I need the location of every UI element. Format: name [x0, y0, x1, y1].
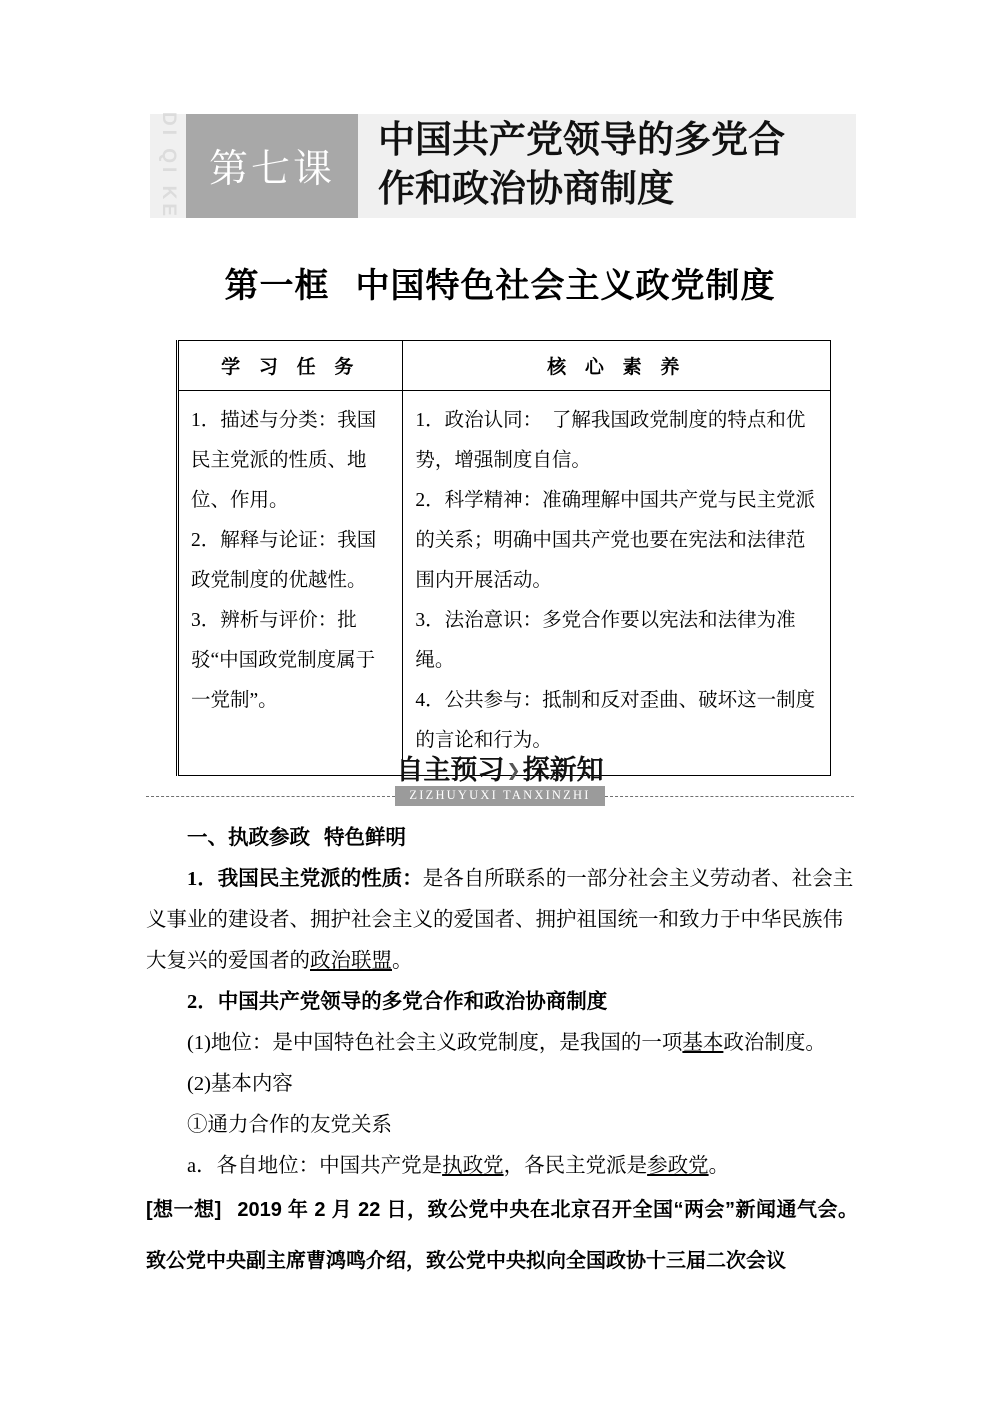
- item-a-text-a: a．各自地位：中国共产党是: [187, 1155, 443, 1177]
- frame-label: 第一框: [224, 267, 330, 305]
- table-header-literacy: 核 心 素 养: [403, 341, 831, 391]
- literacy-list: [403, 391, 830, 775]
- point-2-item-a: [146, 1146, 856, 1187]
- point-1-keyword: 政治联盟: [310, 950, 392, 972]
- point-2-circle-1: ①通力合作的友党关系: [187, 1114, 392, 1136]
- objectives-table: [176, 340, 831, 776]
- section-banner-title: [146, 748, 854, 787]
- table-cell-literacy: [403, 391, 831, 776]
- chevron-right-icon: ❯: [506, 761, 521, 780]
- banner-pinyin-label: ZIZHUYUXI TANXINZHI: [395, 786, 604, 806]
- point-1-paragraph: [146, 859, 856, 982]
- literacy-item: 4．公共参与：抵制和反对歪曲、破坏这一制度的言论和行为。: [415, 689, 816, 751]
- think-prompt-text: 2019 年 2 月 22 日，致公党中央在北京召开全国“两会”新闻通气会。致公党中央副主席曹鸿鸣介绍，致公党中央拟向全国政协十三届二次会议: [146, 1199, 858, 1272]
- banner-title-left: 自主预习: [396, 755, 505, 785]
- think-prompt: [146, 1185, 858, 1287]
- task-item: 3．辨析与评价：批驳“中国政党制度属于一党制”。: [191, 609, 376, 711]
- sub-1-text-b: 政治制度。: [723, 1032, 826, 1054]
- chapter-title-line-1: 中国共产党领导的多党合: [378, 120, 785, 162]
- section-banner: [146, 748, 854, 806]
- banner-dash-left: [146, 796, 395, 797]
- table-body-row: [178, 391, 831, 776]
- section-heading: [146, 818, 856, 859]
- frame-title: [0, 258, 1000, 307]
- point-1-text-a: 是各自所联系的一部分社会主义劳动者、社会主义事业的建设者、拥护社会主义的爱国者、拥护祖国统一和致力于中华民族伟大复兴的爱国者的: [146, 868, 854, 972]
- section-heading-text-2: 特色鲜明: [324, 827, 406, 849]
- item-a-keyword-2: 参政党: [647, 1155, 709, 1177]
- banner-title-right: 探新知: [522, 755, 604, 785]
- tasks-list: [179, 391, 402, 735]
- sub-1-keyword: 基本: [682, 1032, 724, 1054]
- table-header-row: [178, 341, 831, 391]
- chapter-title: [358, 114, 856, 218]
- literacy-item: 2．科学精神：准确理解中国共产党与民主党派的关系；明确中国共产党也要在宪法和法律范围内开展活动。: [415, 489, 816, 591]
- chapter-title-line-2: 作和政治协商制度: [378, 169, 674, 210]
- banner-dash-right: [605, 796, 854, 797]
- item-a-text-b: ，各民主党派是: [503, 1155, 648, 1177]
- think-prompt-tag: [想一想]: [146, 1199, 222, 1221]
- point-1-label: 1．我国民主党派的性质：: [187, 868, 423, 890]
- item-a-text-c: 。: [708, 1155, 730, 1177]
- lesson-body: [146, 818, 856, 1187]
- frame-title-text: 中国特色社会主义政党制度: [355, 267, 776, 305]
- point-2-sub-1: [146, 1023, 856, 1064]
- chapter-number-label: 第七课: [208, 148, 335, 191]
- section-banner-rule: [146, 788, 854, 804]
- point-2-label: 2．中国共产党领导的多党合作和政治协商制度: [187, 991, 608, 1013]
- point-2-sub-2: (2)基本内容: [187, 1073, 293, 1095]
- task-item: 2．解释与论证：我国政党制度的优越性。: [191, 529, 377, 591]
- chapter-pinyin-text: DI QI KE: [158, 111, 180, 221]
- chapter-pinyin-vertical: [150, 111, 186, 221]
- table-cell-tasks: [178, 391, 403, 776]
- chapter-header-band: [150, 111, 856, 221]
- chapter-number-badge: [186, 114, 358, 218]
- item-a-keyword-1: 执政党: [442, 1155, 504, 1177]
- section-heading-text: 一、执政参政: [187, 827, 310, 849]
- sub-1-text-a: (1)地位：是中国特色社会主义政党制度，是我国的一项: [187, 1032, 683, 1054]
- task-item: 1．描述与分类：我国民主党派的性质、地位、作用。: [191, 410, 377, 511]
- table-header-tasks: 学 习 任 务: [178, 341, 403, 391]
- literacy-item: 1．政治认同： 了解我国政党制度的特点和优势，增强制度自信。: [415, 410, 806, 471]
- literacy-item: 3．法治意识：多党合作要以宪法和法律为准绳。: [415, 609, 796, 671]
- point-1-text-b: 。: [392, 950, 413, 972]
